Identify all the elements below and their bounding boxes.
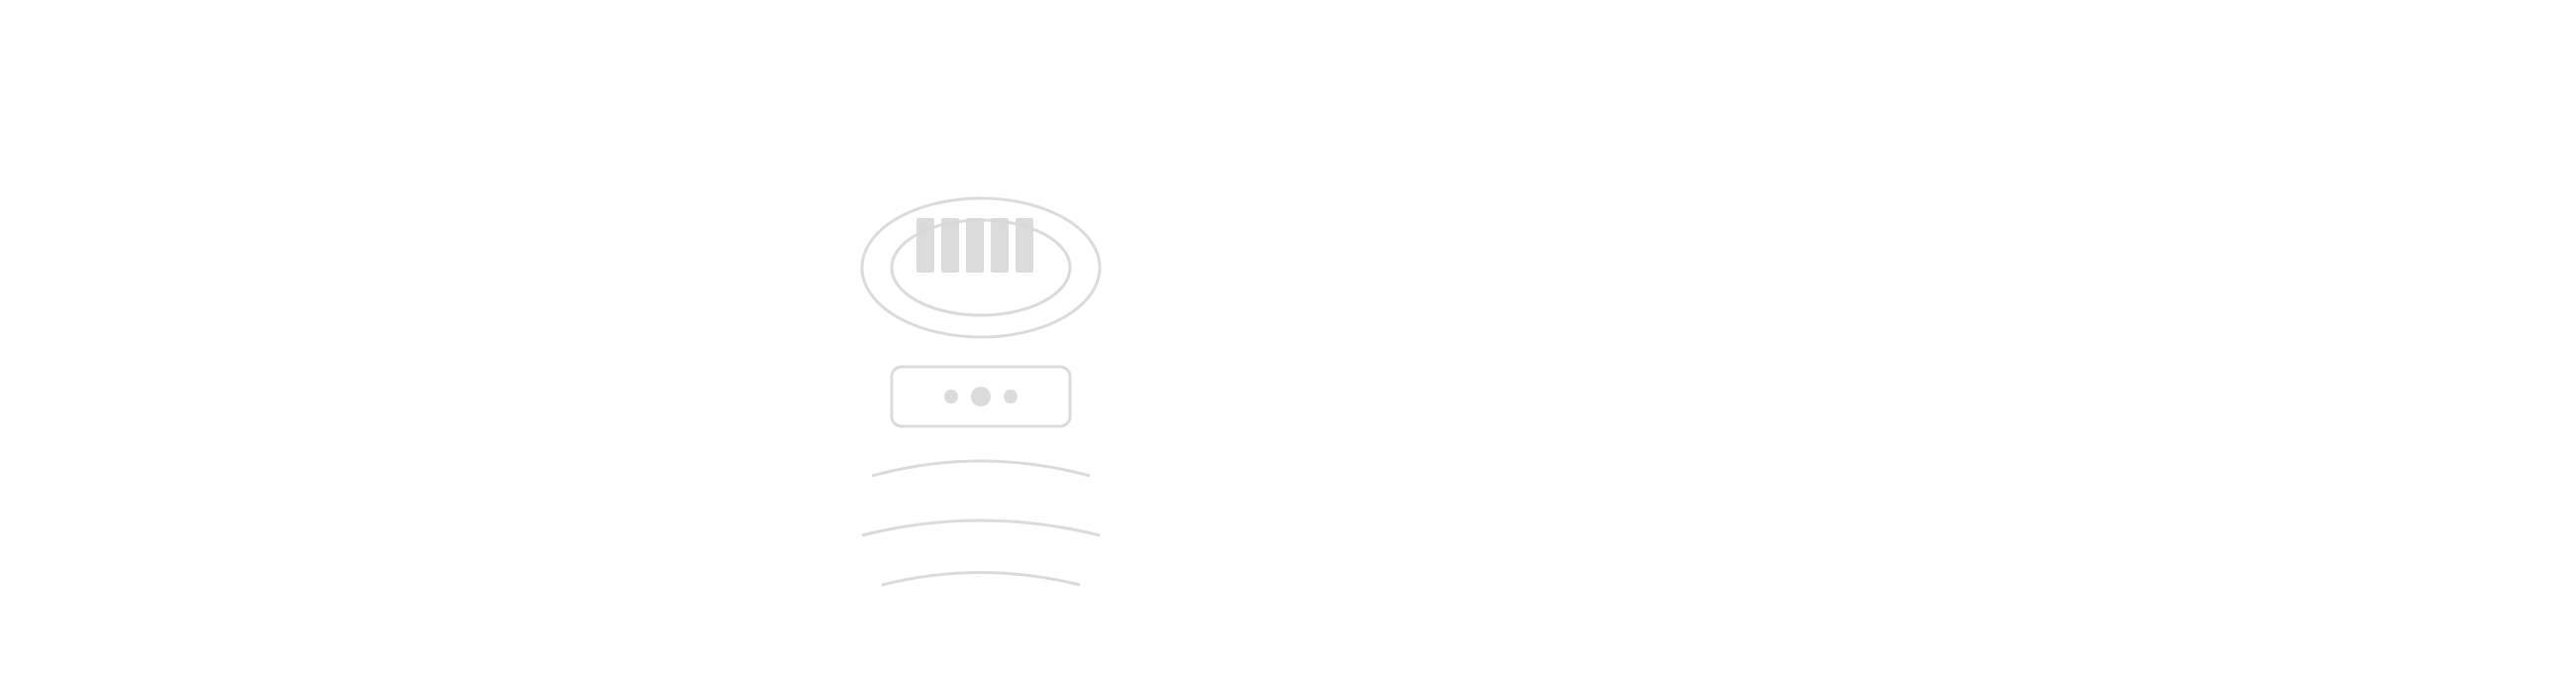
watermark-stamp xyxy=(753,119,1209,634)
